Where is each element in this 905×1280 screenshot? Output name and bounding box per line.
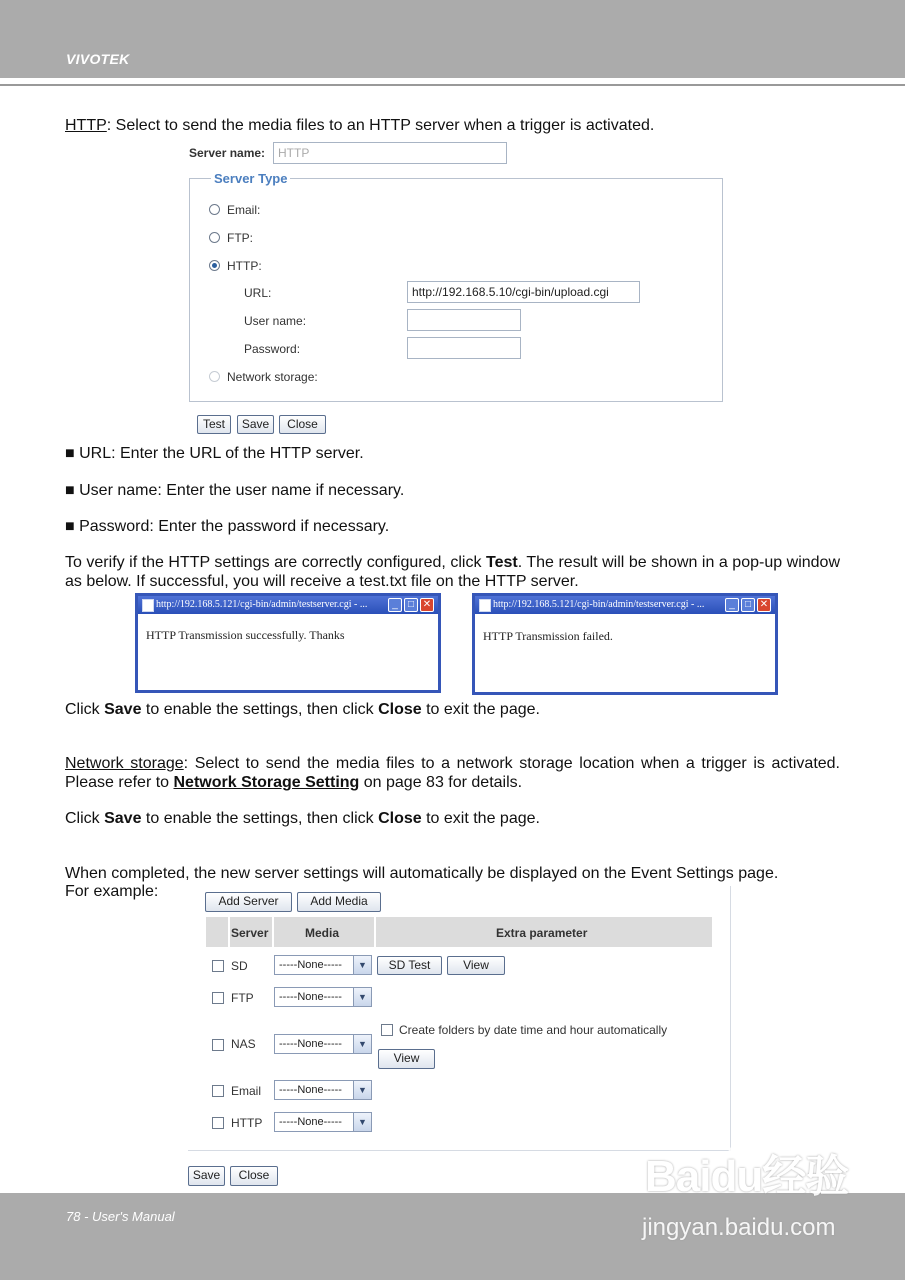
network-storage-paragraph: Network storage: Select to send the media files to a network storage location when a trigger is activated. Please refer to Network Storage Setting on page 83 for details. [65,755,841,791]
row-sd-name: SD [231,959,248,973]
brand-name: VIVOTEK [66,51,130,67]
popup-success-message: HTTP Transmission successfully. Thanks [146,628,345,642]
server-name-label: Server name: [189,146,266,160]
minimize-icon[interactable]: _ [725,598,739,612]
row-nas-name: NAS [231,1037,256,1051]
chevron-down-icon: ▼ [353,1081,371,1099]
event-save-button[interactable]: Save [188,1166,225,1186]
bullet-password: ■ Password: Enter the password if necessary. [65,518,390,535]
header-divider [0,84,905,86]
http-settings-screenshot [186,140,724,440]
bullet-url: ■ URL: Enter the URL of the HTTP server. [65,445,364,462]
close-icon[interactable]: ✕ [757,598,771,612]
sd-view-button[interactable]: View [447,956,505,975]
row-nas-media-select[interactable]: -----None----- ▼ [274,1034,372,1054]
window-icon [142,599,154,612]
event-close-button[interactable]: Close [230,1166,278,1186]
table-header [206,917,712,947]
password-label: Password: [244,342,301,356]
radio-email-label: Email: [227,203,261,217]
radio-email[interactable] [209,204,220,215]
maximize-icon[interactable]: □ [404,598,418,612]
click-save-paragraph-2: Click Save to enable the settings, then click Close to exit the page. [65,810,540,827]
row-http-checkbox[interactable] [212,1117,224,1129]
row-sd-checkbox[interactable] [212,960,224,972]
verify-paragraph: To verify if the HTTP settings are correctly configured, click Test. The result will be shown in a pop-up window as below. If successful, you will receive a test.txt file on the HTTP server. [65,554,841,590]
click-save-paragraph-1: Click Save to enable the settings, then click Close to exit the page. [65,701,540,718]
intro-paragraph [65,116,840,135]
user-name-label: User name: [244,314,307,328]
verify-test-term: Test [486,554,518,571]
col-server-header: Server [231,926,269,940]
popup-failed-message: HTTP Transmission failed. [483,629,613,643]
intro-text: : Select to send the media files to an HTTP server when a trigger is activated. [106,117,655,134]
add-media-button[interactable]: Add Media [297,892,381,912]
popup-failed [472,593,778,695]
row-ftp-checkbox[interactable] [212,992,224,1004]
close-button[interactable]: Close [279,415,326,434]
nas-view-button[interactable]: View [378,1049,435,1069]
popup-success-title: http://192.168.5.121/cgi-bin/admin/testserver.cgi - ... [138,596,438,614]
network-storage-term: Network storage [65,755,184,772]
password-input[interactable] [407,337,521,359]
row-ftp-name: FTP [231,991,254,1005]
page-number-label: 78 - User's Manual [66,1209,175,1224]
minimize-icon[interactable]: _ [388,598,402,612]
watermark-logo-text: Baidu经验 [645,1152,849,1201]
window-icon [479,599,491,612]
page-header [0,0,905,78]
radio-http[interactable] [209,260,220,271]
row-email-media-select[interactable]: -----None----- ▼ [274,1080,372,1100]
url-label: URL: [244,286,272,300]
popup-failed-title: http://192.168.5.121/cgi-bin/admin/testserver.cgi - ... [475,596,775,614]
close-icon[interactable]: ✕ [420,598,434,612]
intro-term: HTTP [65,117,107,134]
maximize-icon[interactable]: □ [741,598,755,612]
add-server-button[interactable]: Add Server [205,892,292,912]
user-name-input[interactable] [407,309,521,331]
popup-success [135,593,441,693]
completed-line: When completed, the new server settings will automatically be displayed on the Event Settings page. [65,865,779,882]
sd-test-button[interactable]: SD Test [377,956,442,975]
chevron-down-icon: ▼ [353,1035,371,1053]
row-http-media-select[interactable]: -----None----- ▼ [274,1112,372,1132]
network-storage-setting-link[interactable]: Network Storage Setting [173,774,360,791]
radio-network-storage[interactable] [209,371,220,382]
server-name-input[interactable]: HTTP [273,142,507,164]
row-http-name: HTTP [231,1116,263,1130]
row-email-checkbox[interactable] [212,1085,224,1097]
chevron-down-icon: ▼ [353,988,371,1006]
create-folders-checkbox[interactable] [381,1024,393,1036]
chevron-down-icon: ▼ [353,956,371,974]
radio-http-label: HTTP: [227,259,262,273]
watermark-url: jingyan.baidu.com [642,1214,836,1241]
row-ftp-media-select[interactable]: -----None----- ▼ [274,987,372,1007]
col-media-header: Media [305,926,340,940]
row-email-name: Email [231,1084,262,1098]
create-folders-label: Create folders by date time and hour automatically [399,1023,668,1037]
for-example-line: For example: [65,883,159,900]
server-type-legend: Server Type [211,171,290,186]
chevron-down-icon: ▼ [353,1113,371,1131]
radio-ftp-label: FTP: [227,231,253,245]
save-button[interactable]: Save [237,415,274,434]
row-nas-checkbox[interactable] [212,1039,224,1051]
radio-ftp[interactable] [209,232,220,243]
radio-network-storage-label: Network storage: [227,370,318,384]
col-extra-header: Extra parameter [496,926,588,940]
url-input[interactable]: http://192.168.5.10/cgi-bin/upload.cgi [407,281,640,303]
row-sd-media-select[interactable]: -----None----- ▼ [274,955,372,975]
bullet-user-name: ■ User name: Enter the user name if necessary. [65,482,405,499]
test-button[interactable]: Test [197,415,231,434]
